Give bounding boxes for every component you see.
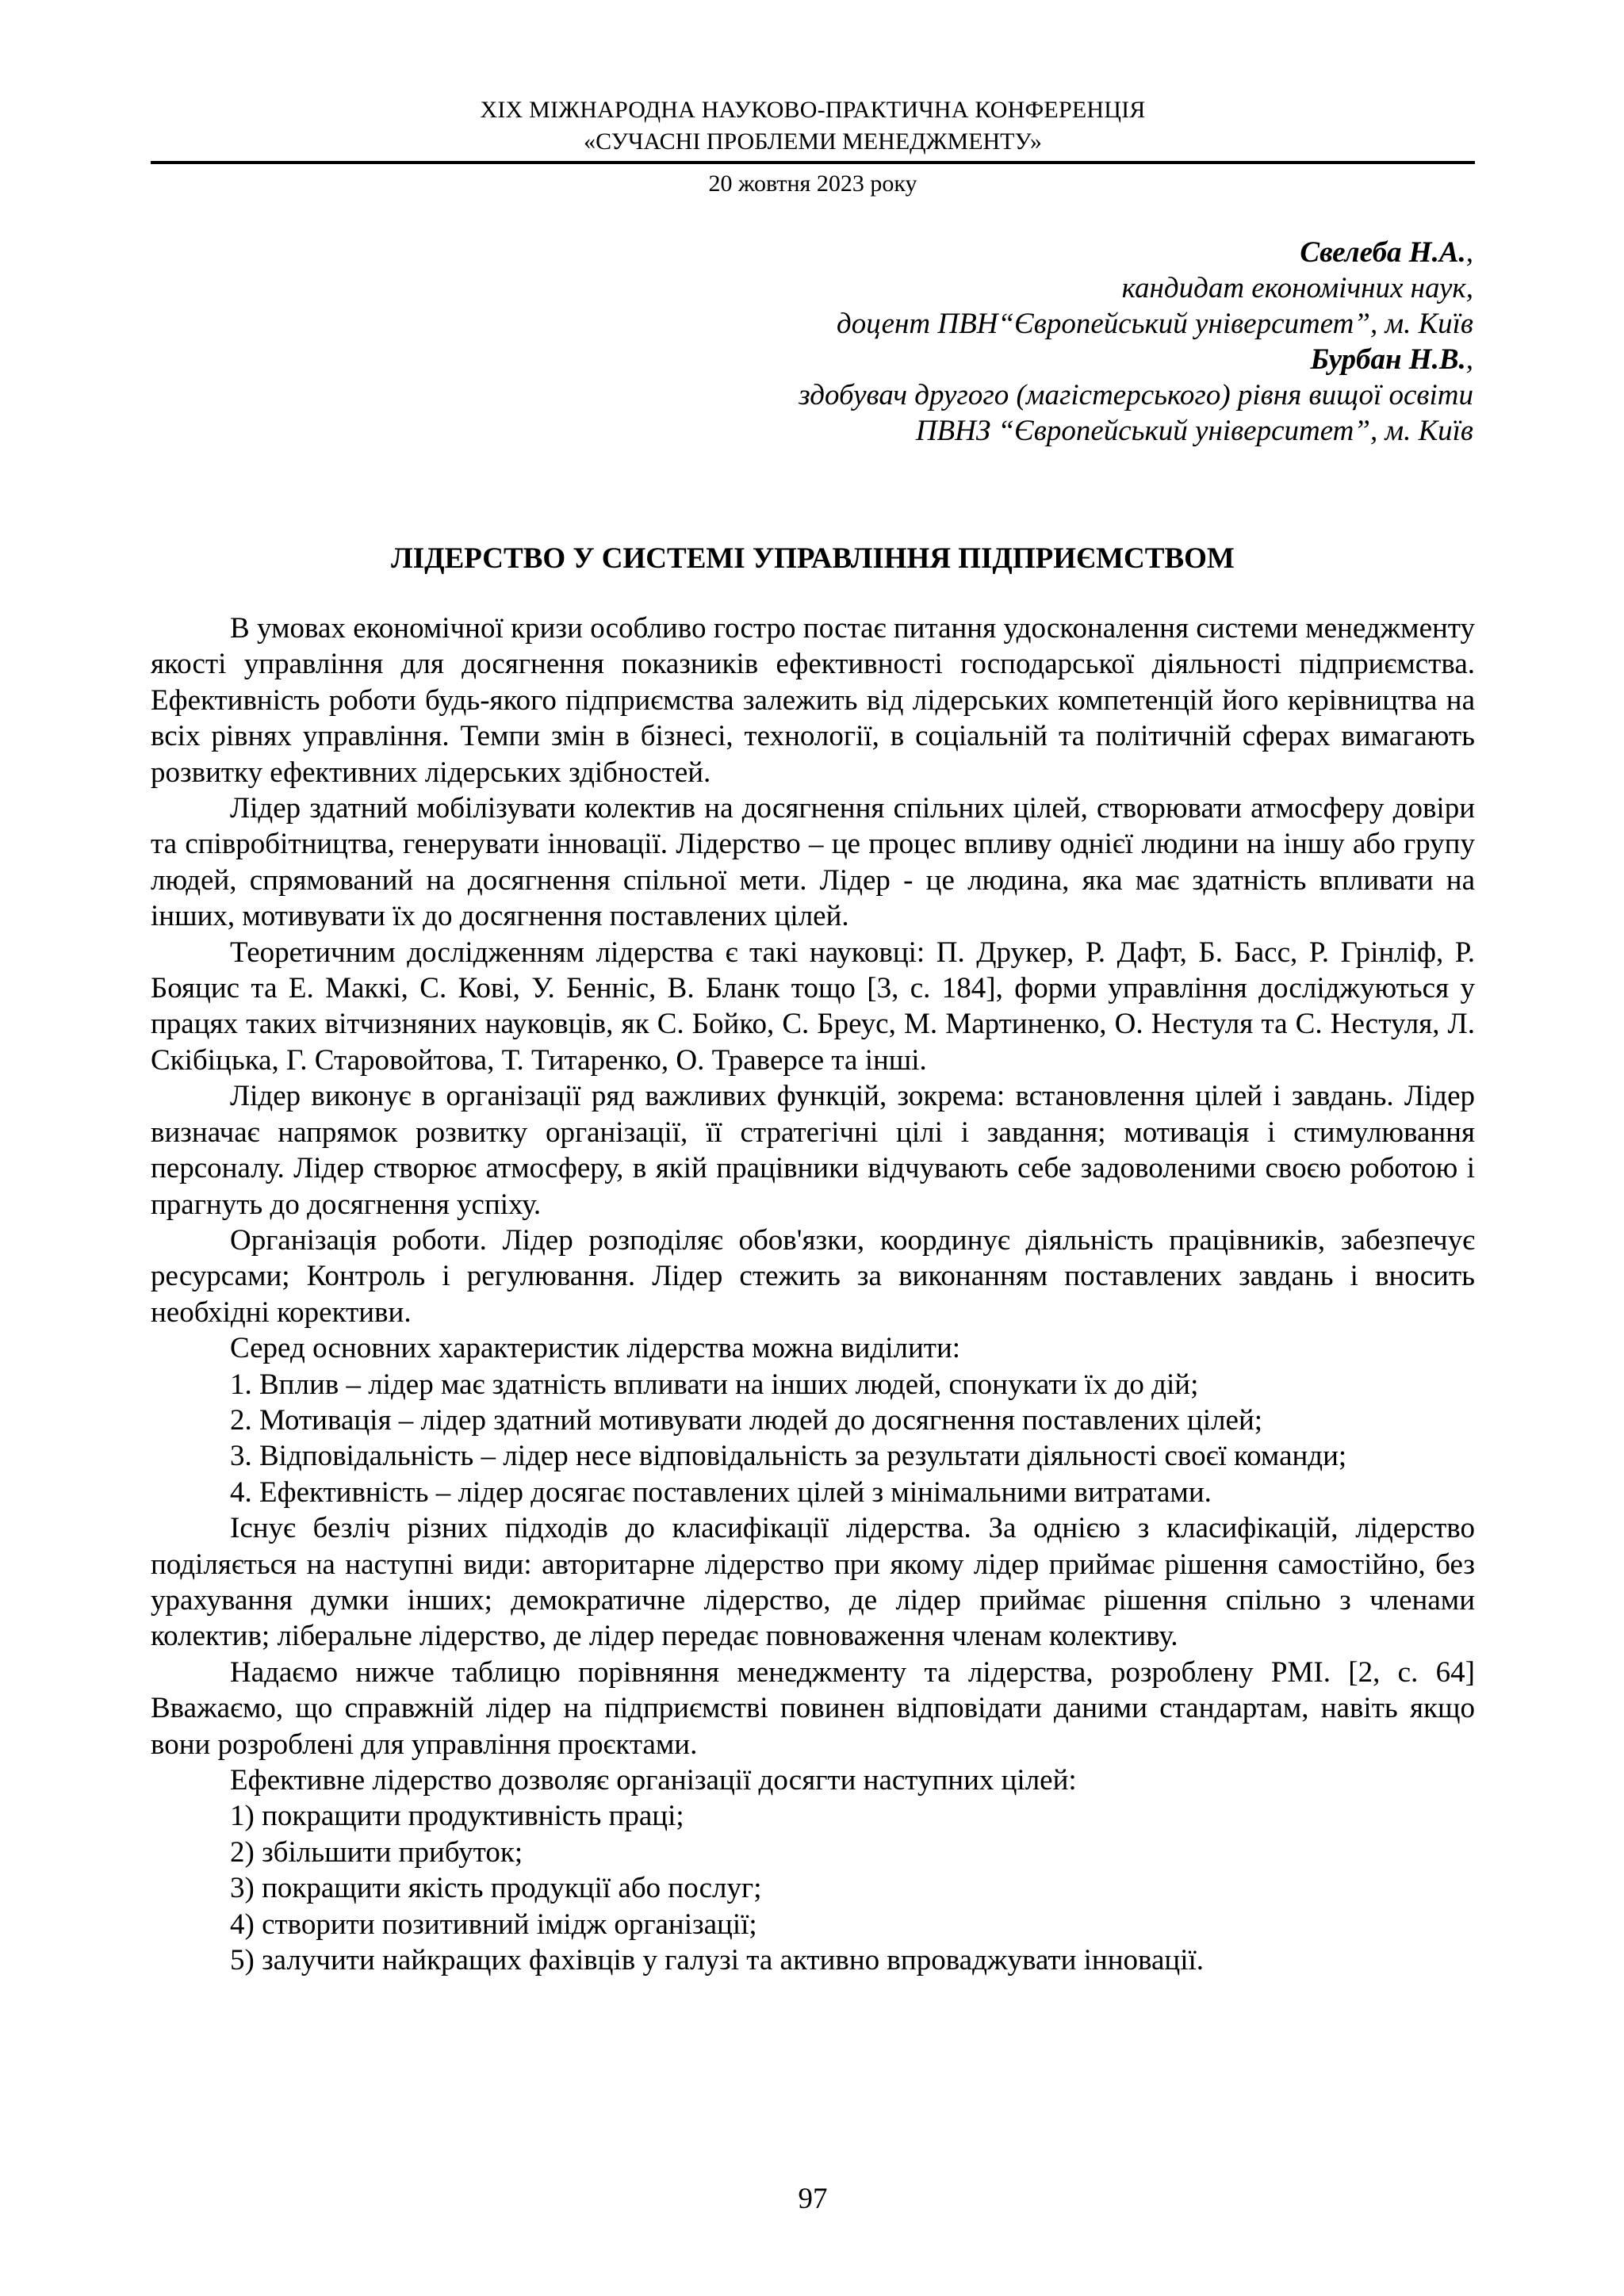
list-item: 2) збільшити прибуток; [230,1835,523,1869]
author-name: Свелеба Н.А. [1300,236,1466,269]
author-affiliation: здобувач другого (магістерського) рівня вищої освіти [799,379,1473,411]
list-item: 4. Ефективність – лідер досягає поставлених цілей з мінімальними витратами. [230,1475,1212,1509]
paragraph: Лідер здатний мобілізувати колектив на досягнення спільних цілей, створювати атмосферу довіри та співробітництва, генерувати інновації. Лідерство – це процес впливу однієї людини на іншу або групу людей, спрямований на досягнення спільної мети. Лідер - це людина, яка має здатність впливати на інших, мотивувати їх до досягнення поставлених цілей. [151,792,1475,933]
paragraph: В умовах економічної кризи особливо гостро постає питання удосконалення системи менеджменту якості управління для досягнення показників ефективності господарської діяльності підприємства. Ефективність роботи будь-якого підприємства залежить від лідерських компетенцій його керівництва на всіх рівнях управління. Темпи змін в бізнесі, технології, в соціальній та політичній сферах вимагають розвитку ефективних лідерських здібностей. [151,612,1475,789]
author-affiliation: ПВНЗ “Європейський університет”, м. Київ [915,415,1473,447]
article-body [151,610,1475,1978]
author-1: Свелеба Н.А., [1300,236,1473,269]
list-item: 1) покращити продуктивність праці; [230,1800,684,1833]
paragraph: Надаємо нижче таблицю порівняння менеджменту та лідерства, розроблену PMI. [2, с. 64] Вважаємо, що справжній лідер на підприємстві повинен відповідати даними стандартам, навіть якщо вони розроблені для управління проєктами. [151,1655,1475,1761]
author-affiliation: доцент ПВН“Європейський університет”, м. Київ [837,308,1473,340]
author-name: Бурбан Н.В. [1310,343,1466,376]
list-item: 1. Вплив – лідер має здатність впливати на інших людей, спонукати їх до дій; [230,1368,1199,1401]
page-number: 97 [798,2183,828,2215]
list-item: Серед основних характеристик лідерства можна виділити: [230,1332,961,1365]
paragraph: Теоретичним дослідженням лідерства є такі науковці: П. Друкер, Р. Дафт, Б. Басс, Р. Грінліф, Р. Бояцис та Е. Маккі, С. Кові, У. Бенніс, В. Бланк тощо [3, с. 184], форми управління досліджуються у працях таких вітчизняних науковців, як С. Бойко, С. Бреус, М. Мартиненко, О. Нестуля та С. Нестуля, Л. Скібіцька, Г. Старовойтова, Т. Титаренко, О. Траверсе та інші. [151,936,1475,1077]
author-affiliation: кандидат економічних наук, [1121,272,1473,304]
list-item: 5) залучити найкращих фахівців у галузі та активно впроваджувати інновації. [230,1944,1205,1977]
paragraph: Існує безліч різних підходів до класифікації лідерства. За однією з класифікацій, лідерство поділяється на наступні види: авторитарне лідерство при якому лідер приймає рішення самостійно, без урахування думки інших; демократичне лідерство, де лідер приймає рішення спільно з членами колектив; ліберальне лідерство, де лідер передає повноваження членам колективу. [151,1512,1475,1653]
list-item: 4) створити позитивний імідж організації; [230,1908,757,1941]
list-item: 3. Відповідальність – лідер несе відповідальність за результати діяльності своєї команди; [230,1440,1347,1473]
conference-subtitle: «СУЧАСНІ ПРОБЛЕМИ МЕНЕДЖМЕНТУ» [584,128,1042,155]
conference-title: XIX МІЖНАРОДНА НАУКОВО-ПРАКТИЧНА КОНФЕРЕНЦІЯ [480,97,1146,123]
authors-block [363,235,1473,449]
list-item: Ефективне лідерство дозволяє організації досягти наступних цілей: [230,1764,1077,1797]
article-title: ЛІДЕРСТВО У СИСТЕМІ УПРАВЛІННЯ ПІДПРИЄМСТВОМ [391,542,1235,575]
paragraph: Лідер виконує в організації ряд важливих функцій, зокрема: встановлення цілей і завдань. Лідер визначає напрямок розвитку організації, її стратегічні цілі і завдання; мотивація і стимулювання персоналу. Лідер створює атмосферу, в якій працівники відчувають себе задоволеними своєю роботою і прагнуть до досягнення успіху. [151,1080,1475,1221]
author-2: Бурбан Н.В., [1310,343,1473,376]
list-item: 3) покращити якість продукції або послуг; [230,1872,762,1905]
conference-date: 20 жовтня 2023 року [708,170,917,197]
header-rule [151,161,1475,164]
list-item: 2. Мотивація – лідер здатний мотивувати людей до досягнення поставлених цілей; [230,1403,1263,1437]
paragraph: Організація роботи. Лідер розподіляє обов'язки, координує діяльність працівників, забезпечує ресурсами; Контроль і регулювання. Лідер стежить за виконанням поставлених завдань і вносить необхідні корективи. [151,1223,1475,1329]
